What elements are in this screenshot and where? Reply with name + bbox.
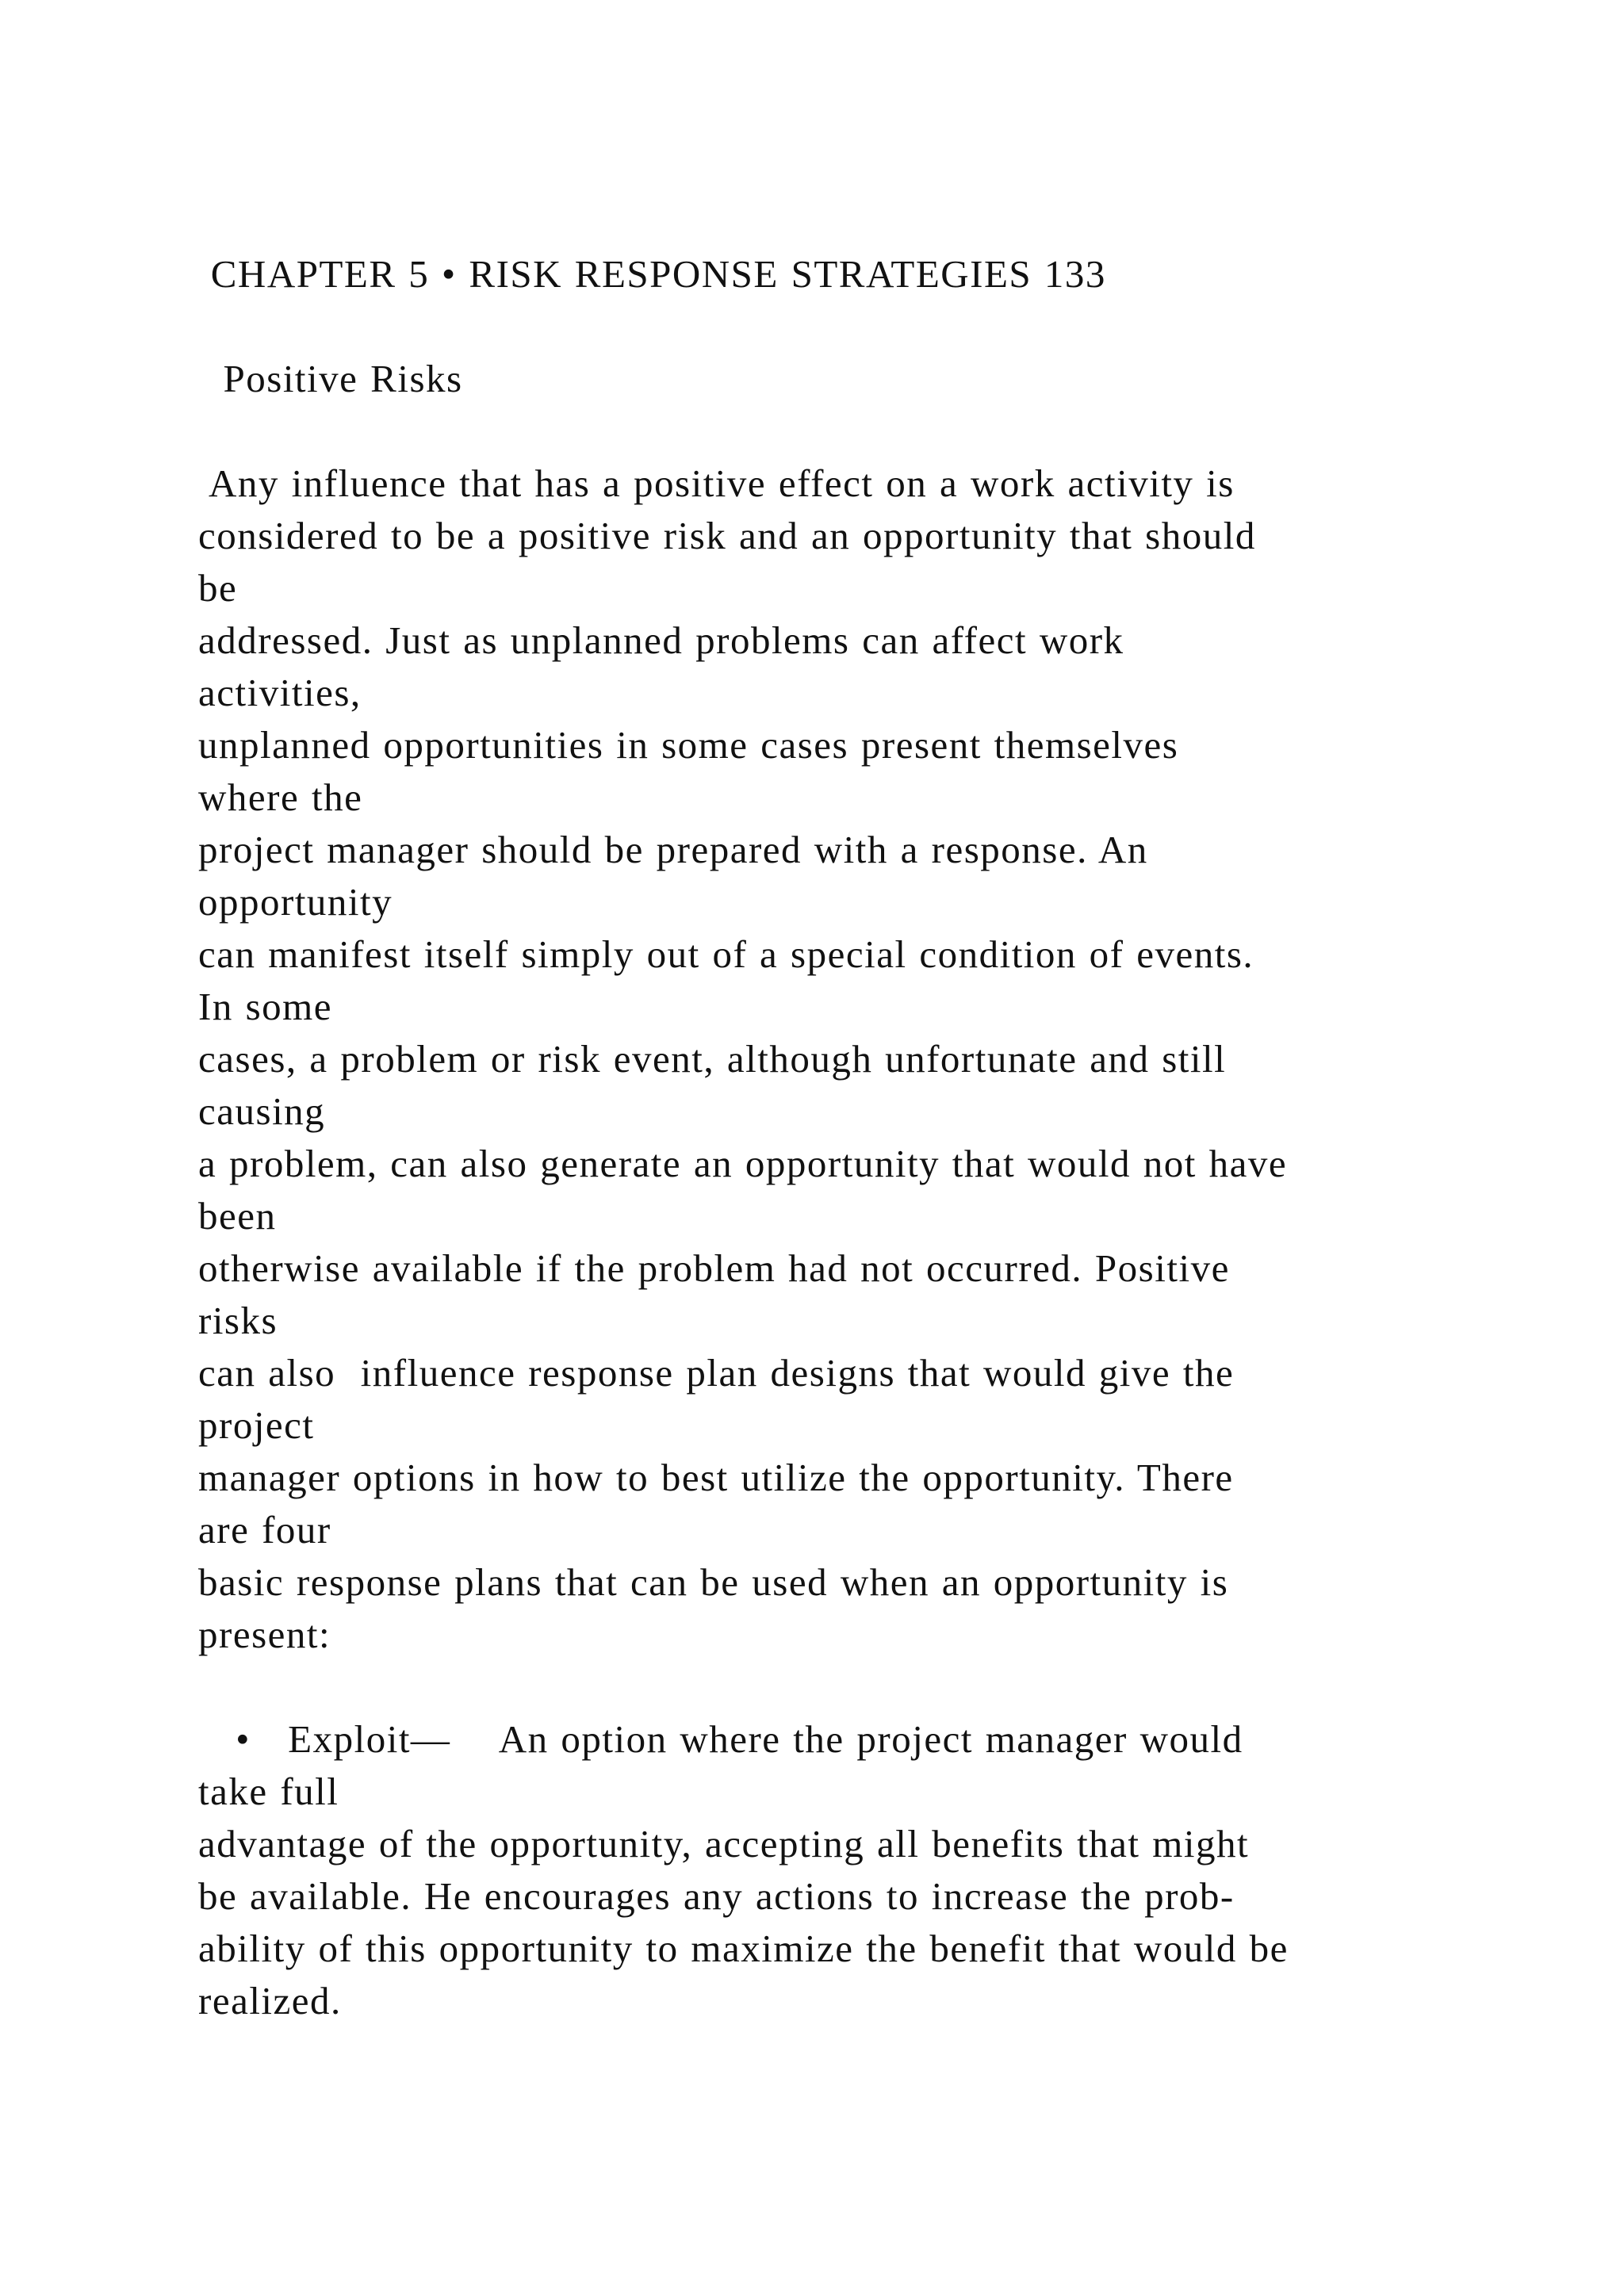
paragraph-line: manager options in how to best utilize the opportunity. There <box>198 1456 1234 1499</box>
bullet-line: • Exploit— An option where the project manager would <box>198 1717 1243 1761</box>
paragraph-line: basic response plans that can be used when an opportunity is <box>198 1560 1229 1604</box>
paragraph-line: cases, a problem or risk event, although unfortunate and still <box>198 1037 1227 1081</box>
paragraph-line: are four <box>198 1508 331 1552</box>
paragraph-line: present: <box>198 1613 331 1656</box>
paragraph-line: been <box>198 1194 277 1238</box>
paragraph-line: project <box>198 1403 315 1447</box>
paragraph-line: can also influence response plan designs that would give the <box>198 1351 1235 1395</box>
paragraph-line: a problem, can also generate an opportunity that would not have <box>198 1142 1288 1185</box>
bullet-line: advantage of the opportunity, accepting all benefits that might <box>198 1822 1250 1866</box>
paragraph-line: In some <box>198 985 332 1028</box>
chapter-header: CHAPTER 5 • RISK RESPONSE STRATEGIES 133 <box>198 252 1106 296</box>
paragraph-line: where the <box>198 775 363 819</box>
paragraph-line: opportunity <box>198 880 393 924</box>
paragraph-line: unplanned opportunities in some cases present themselves <box>198 723 1179 767</box>
paragraph-line: Any influence that has a positive effect on a work activity is <box>198 461 1235 505</box>
bullet-line: be available. He encourages any actions to increase the prob- <box>198 1874 1235 1918</box>
paragraph-line: activities, <box>198 671 362 714</box>
paragraph-line: be <box>198 566 238 610</box>
paragraph-line: risks <box>198 1299 278 1342</box>
paragraph-line: addressed. Just as unplanned problems can affect work <box>198 618 1124 662</box>
paragraph-line: project manager should be prepared with a response. An <box>198 828 1148 871</box>
bullet-line: ability of this opportunity to maximize the benefit that would be <box>198 1927 1289 1970</box>
paragraph-line: otherwise available if the problem had not occurred. Positive <box>198 1246 1230 1290</box>
paragraph-line: can manifest itself simply out of a special condition of events. <box>198 932 1254 976</box>
paragraph-line: causing <box>198 1089 326 1133</box>
bullet-line: take full <box>198 1770 339 1813</box>
paragraph-line: considered to be a positive risk and an opportunity that should <box>198 514 1256 557</box>
bullet-line: realized. <box>198 1979 342 2022</box>
section-title: Positive Risks <box>198 357 463 400</box>
